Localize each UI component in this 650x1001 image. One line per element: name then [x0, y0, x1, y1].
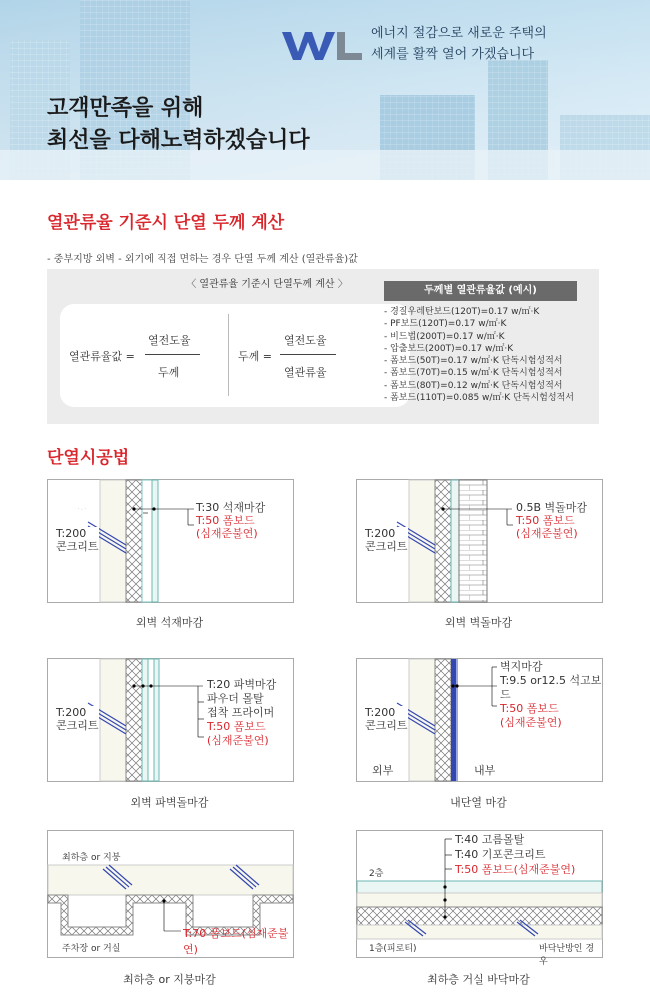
slogan: [371, 23, 547, 65]
bottom-label: 주차장 or 거실: [62, 944, 121, 954]
table-row: - 압출보드(200T)=0.17 w/㎡·K: [384, 343, 514, 354]
note: 접착 프라이머: [207, 706, 275, 719]
foam-board-layer: [435, 480, 451, 602]
note: T:30 석재마감: [196, 501, 266, 514]
formula2-lhs: 두께 =: [238, 350, 272, 363]
foam-note: T:50 폼보드: [196, 514, 255, 527]
floor-label: 2층: [369, 869, 384, 879]
note: 파우더 몰탈: [207, 692, 264, 705]
inside-label: 내부: [474, 764, 496, 777]
thickness-table-header: 두께별 열관류율값 (예시): [384, 281, 577, 301]
foam-note: T:50 폼보드: [516, 514, 575, 527]
concrete-label: [56, 706, 99, 732]
note: T:40 기포콘크리트: [455, 848, 546, 861]
thickness-table: [384, 306, 574, 404]
layer-notes: [455, 832, 575, 877]
foam-note: (심재준불연): [196, 527, 258, 540]
formula2-denominator: 열관류율: [284, 366, 327, 379]
method-section-title: 단열시공법: [47, 448, 130, 468]
wl-logo-icon: [282, 24, 362, 62]
foam-board-layer: [435, 659, 451, 781]
layer-notes: [196, 501, 265, 540]
concrete-thickness: T:200: [365, 706, 396, 719]
note: 0.5B 벽돌마감: [516, 501, 588, 514]
formula-card: [60, 304, 410, 407]
bottom-right-label: 바닥난방인 경우: [539, 944, 595, 967]
concrete-thickness: T:200: [365, 527, 396, 540]
formula2-divider: [280, 354, 336, 355]
note: T:9.5 or12.5 석고보드: [500, 674, 602, 701]
diagram-caption: 외벽 석재마감: [135, 616, 204, 629]
foam-note: (심재준불연): [516, 527, 578, 540]
slogan-line-1: 에너지 절감으로 새로운 주택의: [371, 26, 547, 41]
foam-note: T:50 폼보드: [500, 702, 559, 715]
tagline: [47, 93, 310, 157]
air-gap-layer: [142, 480, 152, 602]
table-row: - 폼보드(70T)=0.15 w/㎡·K 단독시험성적서: [384, 368, 563, 379]
stone-layer: [152, 480, 158, 602]
table-row: - 비드법(200T)=0.17 w/㎡·K: [384, 331, 505, 342]
bottom-left-label: 1층(피로티): [369, 944, 417, 954]
diagram-caption: 최하층 거실 바닥마감: [427, 973, 530, 986]
gypsum-board-layer: [451, 659, 456, 781]
diagram-caption: 외벽 파벽돌마감: [130, 796, 209, 809]
diagram-roof-finish: [47, 830, 294, 958]
foam-note: T:50 폼보드(심재준불연): [455, 863, 576, 876]
heat-section-description: - 중부지방 외벽 - 외기에 직접 면하는 경우 단열 두께 계산 (열관류율)값: [47, 254, 358, 265]
foam-concrete-layer: [357, 893, 602, 907]
top-label: 최하층 or 지붕: [62, 853, 121, 863]
foam-board-layer: [126, 480, 142, 602]
slogan-line-2: 세계를 활짝 열어 가겠습니다: [371, 47, 535, 62]
concrete-material: 콘크리트: [56, 719, 99, 732]
note: T:20 파벽마감: [207, 678, 277, 691]
layer-notes: [516, 501, 587, 540]
diagram-caption: 내단열 마감: [450, 796, 507, 809]
formula1-lhs: 열관류율값 =: [69, 350, 135, 363]
tagline-line-1: 고객만족을 위해: [47, 96, 204, 121]
foam-note: T:50 폼보드: [207, 720, 266, 733]
diagram-interior-insulation: [356, 658, 603, 782]
formula-separator: [228, 314, 229, 396]
concrete-thickness: T:200: [56, 706, 87, 719]
layer-notes: [207, 678, 276, 748]
outside-label: 외부: [372, 764, 394, 777]
formula1-denominator: 두께: [158, 366, 180, 379]
concrete-label: [56, 527, 99, 553]
note: 벽지마감: [500, 660, 543, 673]
diagram-caption: 최하층 or 지붕마감: [123, 973, 216, 986]
table-row: - 폼보드(80T)=0.12 w/㎡·K 단독시험성적서: [384, 380, 563, 391]
hero-banner: [0, 0, 650, 180]
concrete-label: [365, 527, 408, 553]
concrete-label: [365, 706, 408, 732]
foam-board-layer: [126, 659, 142, 781]
diagram-stone-finish: [47, 479, 294, 603]
concrete-material: 콘크리트: [56, 540, 99, 553]
diagram-floor-finish: [356, 830, 603, 967]
concrete-thickness: T:200: [56, 527, 87, 540]
table-row: - 경질우레탄보드(120T)=0.17 w/㎡·K: [384, 307, 540, 317]
mortar-layer: [357, 881, 602, 893]
table-row: - PF보드(120T)=0.17 w/㎡·K: [384, 319, 507, 330]
svg-text:· . ·: · . ·: [78, 506, 86, 512]
concrete-material: 콘크리트: [365, 540, 408, 553]
diagram-caption: 외벽 벽돌마감: [444, 616, 513, 629]
layer-notes: [500, 660, 602, 730]
diagram-tile-brick-finish: [47, 658, 294, 782]
foam-note: (심재준불연): [500, 716, 562, 729]
table-row: - 폼보드(50T)=0.17 w/㎡·K 단독시험성적서: [384, 356, 563, 367]
foam-board-layer: [357, 907, 602, 925]
calc-panel: [47, 269, 599, 424]
calc-subtitle: 〈 열관류율 기준시 단열두께 계산 〉: [186, 279, 348, 290]
note: T:40 고름몰탈: [455, 833, 525, 846]
diagram-brick-finish: [356, 479, 603, 603]
formula1-divider: [145, 354, 200, 355]
heat-section-title: 열관류율 기준시 단열 두께 계산: [47, 213, 285, 233]
concrete-material: 콘크리트: [365, 719, 408, 732]
brick-layer: [459, 480, 487, 602]
tagline-line-2: 최선을 다해노력하겠습니다: [47, 128, 310, 153]
foam-note: (심재준불연): [207, 734, 269, 747]
table-row: - 폼보드(110T)=0.085 w/㎡·K 단독시험성적서: [384, 393, 574, 404]
foam-note: T:70 폼보드(심재준불연): [183, 927, 289, 956]
formula2-numerator: 열전도율: [284, 334, 327, 347]
formula1-numerator: 열전도율: [148, 334, 191, 347]
